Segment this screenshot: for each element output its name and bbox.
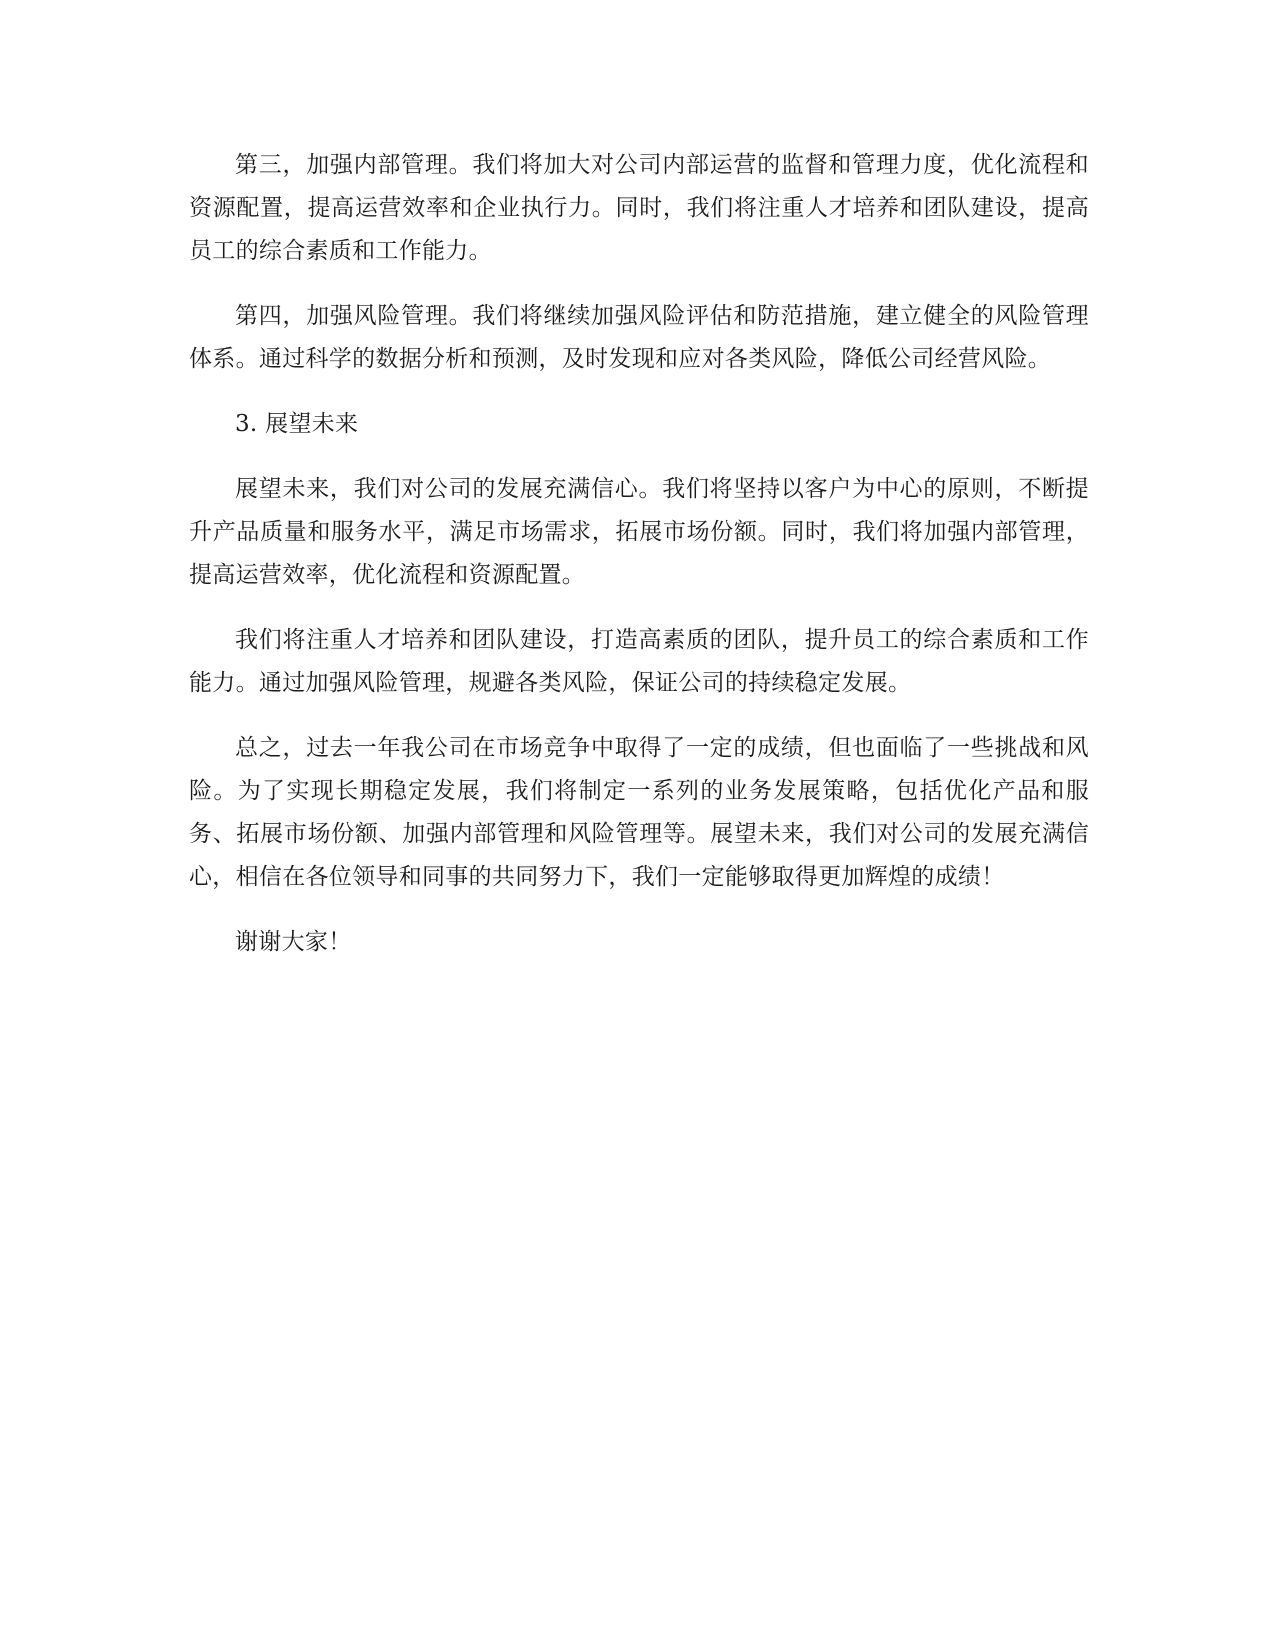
paragraph-risk-management: 第四，加强风险管理。我们将继续加强风险评估和防范措施，建立健全的风险管理体系。通过科学的数据分析和预测，及时发现和应对各类风险，降低公司经营风险。	[189, 303, 1089, 372]
section-heading-outlook: 3. 展望未来	[235, 411, 359, 437]
document-body	[189, 144, 1089, 986]
paragraph-thanks: 谢谢大家！	[235, 929, 352, 955]
paragraph-conclusion: 总之，过去一年我公司在市场竞争中取得了一定的成绩，但也面临了一些挑战和风险。为了实现长期稳定发展，我们将制定一系列的业务发展策略，包括优化产品和服务、拓展市场份额、加强内部管理和风险管理等。展望未来，我们对公司的发展充满信心，相信在各位领导和同事的共同努力下，我们一定能够取得更加辉煌的成绩！	[189, 735, 1089, 890]
paragraph-talent-development: 我们将注重人才培养和团队建设，打造高素质的团队，提升员工的综合素质和工作能力。通过加强风险管理，规避各类风险，保证公司的持续稳定发展。	[189, 627, 1089, 696]
paragraph-internal-management: 第三，加强内部管理。我们将加大对公司内部运营的监督和管理力度，优化流程和资源配置，提高运营效率和企业执行力。同时，我们将注重人才培养和团队建设，提高员工的综合素质和工作能力。	[189, 152, 1089, 264]
paragraph-outlook: 展望未来，我们对公司的发展充满信心。我们将坚持以客户为中心的原则，不断提升产品质量和服务水平，满足市场需求，拓展市场份额。同时，我们将加强内部管理，提高运营效率，优化流程和资源配置。	[189, 476, 1089, 588]
